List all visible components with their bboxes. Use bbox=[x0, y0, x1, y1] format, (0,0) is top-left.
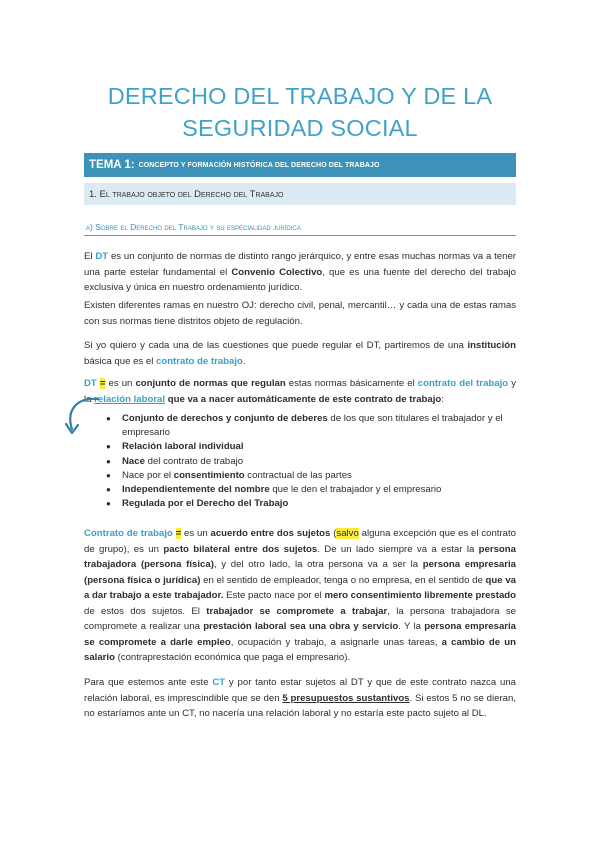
list-item: ● Relación laboral individual bbox=[106, 441, 244, 453]
paragraph-institucion: Si yo quiero y cada una de las cuestiones que puede regular el DT, partiremos de una institución básica que es el contrato de trabajo. bbox=[84, 340, 516, 367]
paragraph-ramas: Existen diferentes ramas en nuestro OJ: derecho civil, penal, mercantil… y cada una de estas ramas con sus normas tiene distritos objeto de regulación. bbox=[84, 300, 516, 327]
list-item: ● Conjunto de derechos y conjunto de deberes de los que son titulares el trabajador y el empresario bbox=[106, 413, 503, 439]
term-ct: CT bbox=[212, 677, 226, 688]
tema-label: TEMA 1: bbox=[89, 159, 135, 171]
term-contrato-del-trabajo: contrato del trabajo bbox=[417, 378, 509, 389]
list-item: ● Regulada por el Derecho del Trabajo bbox=[106, 498, 289, 510]
paragraph-presupuestos: Para que estemos ante este CT y por tanto estar sujetos al DT y que de este contrato nazca una relación laboral, es imprescindible que se den 5 presupuestos sustantivos. Si estos 5 no se dieran, no estaríamos ante un CT, no nacería una relación laboral y no estaría este pacto sujeto al DL. bbox=[84, 677, 516, 719]
term-dt-2: DT bbox=[84, 378, 97, 389]
term-institucion: institución bbox=[467, 340, 516, 351]
document-title: DERECHO DEL TRABAJO Y DE LA SEGURIDAD SOCIAL bbox=[107, 83, 493, 141]
list-item: ● Nace por el consentimiento contractual de las partes bbox=[106, 469, 352, 481]
term-contrato-trabajo: contrato de trabajo bbox=[156, 355, 243, 367]
list-item: ● Nace del contrato de trabajo bbox=[106, 455, 244, 467]
highlight-equals-2: = bbox=[175, 528, 182, 539]
paragraph-dt-conjunto: DT = es un conjunto de normas que regulan estas normas básicamente el contrato del trabajo y la relación laboral que va a nacer automáticamente de este contrato de trabajo: bbox=[84, 378, 516, 405]
bullet-list bbox=[84, 412, 516, 511]
section-title: 1. El trabajo objeto del Derecho del Trabajo bbox=[89, 188, 284, 200]
paragraph-contrato-definicion: Contrato de trabajo = es un acuerdo entre dos sujetos (salvo alguna excepción que es el contrato de grupo), es un pacto bilateral entre dos sujetos. De un lado siempre va a estar la persona trabajadora (persona física), y del otro lado, la otra persona va a ser la persona empresaria (persona física o jurídica) en el sentido de empleador, tenga o no empresa, en el sentido de que va a dar trabajo a este trabajador. Este pacto nace por el mero consentimiento libremente prestado de estos dos sujetos. El trabajador se compromete a trabajar, la persona trabajadora se compromete a realizar una prestación laboral sea una obra y servicio. Y la persona empresaria se compromete a darle empleo, ocupación y trabajo, a asignarle unas tareas, a cambio de un salario (contraprestación económica que paga el empresario). bbox=[84, 528, 517, 663]
subsection-title: a) Sobre el Derecho del Trabajo y su especialidad jurídica bbox=[86, 222, 301, 232]
tema-heading-bar bbox=[84, 153, 516, 177]
link-relacion-laboral[interactable]: relación laboral bbox=[94, 393, 166, 405]
subsection-heading bbox=[84, 222, 516, 236]
highlight-equals: = bbox=[99, 378, 106, 389]
term-dt: DT bbox=[95, 251, 109, 262]
term-presupuestos-sustantivos: 5 presupuestos sustantivos bbox=[282, 692, 410, 704]
section-heading-bar bbox=[84, 183, 516, 205]
term-contrato-de-trabajo: Contrato de trabajo bbox=[84, 528, 173, 539]
tema-subtitle: CONCEPTO Y FORMACIÓN HISTÓRICA DEL DERECHO DEL TRABAJO bbox=[138, 161, 380, 169]
paragraph-dt-definition: El DT es un conjunto de normas de distinto rango jerárquico, y entre esas muchas normas va a tener una parte estelar fundamental el Convenio Colectivo, que es una fuente del derecho del trabajo exclusiva y única en nuestro ordenamiento jurídico. bbox=[84, 251, 517, 293]
term-convenio-colectivo: Convenio Colectivo bbox=[231, 266, 323, 278]
highlight-salvo: salvo bbox=[336, 528, 359, 539]
list-item: ● Independientemente del nombre que le den el trabajador y el empresario bbox=[106, 484, 442, 496]
